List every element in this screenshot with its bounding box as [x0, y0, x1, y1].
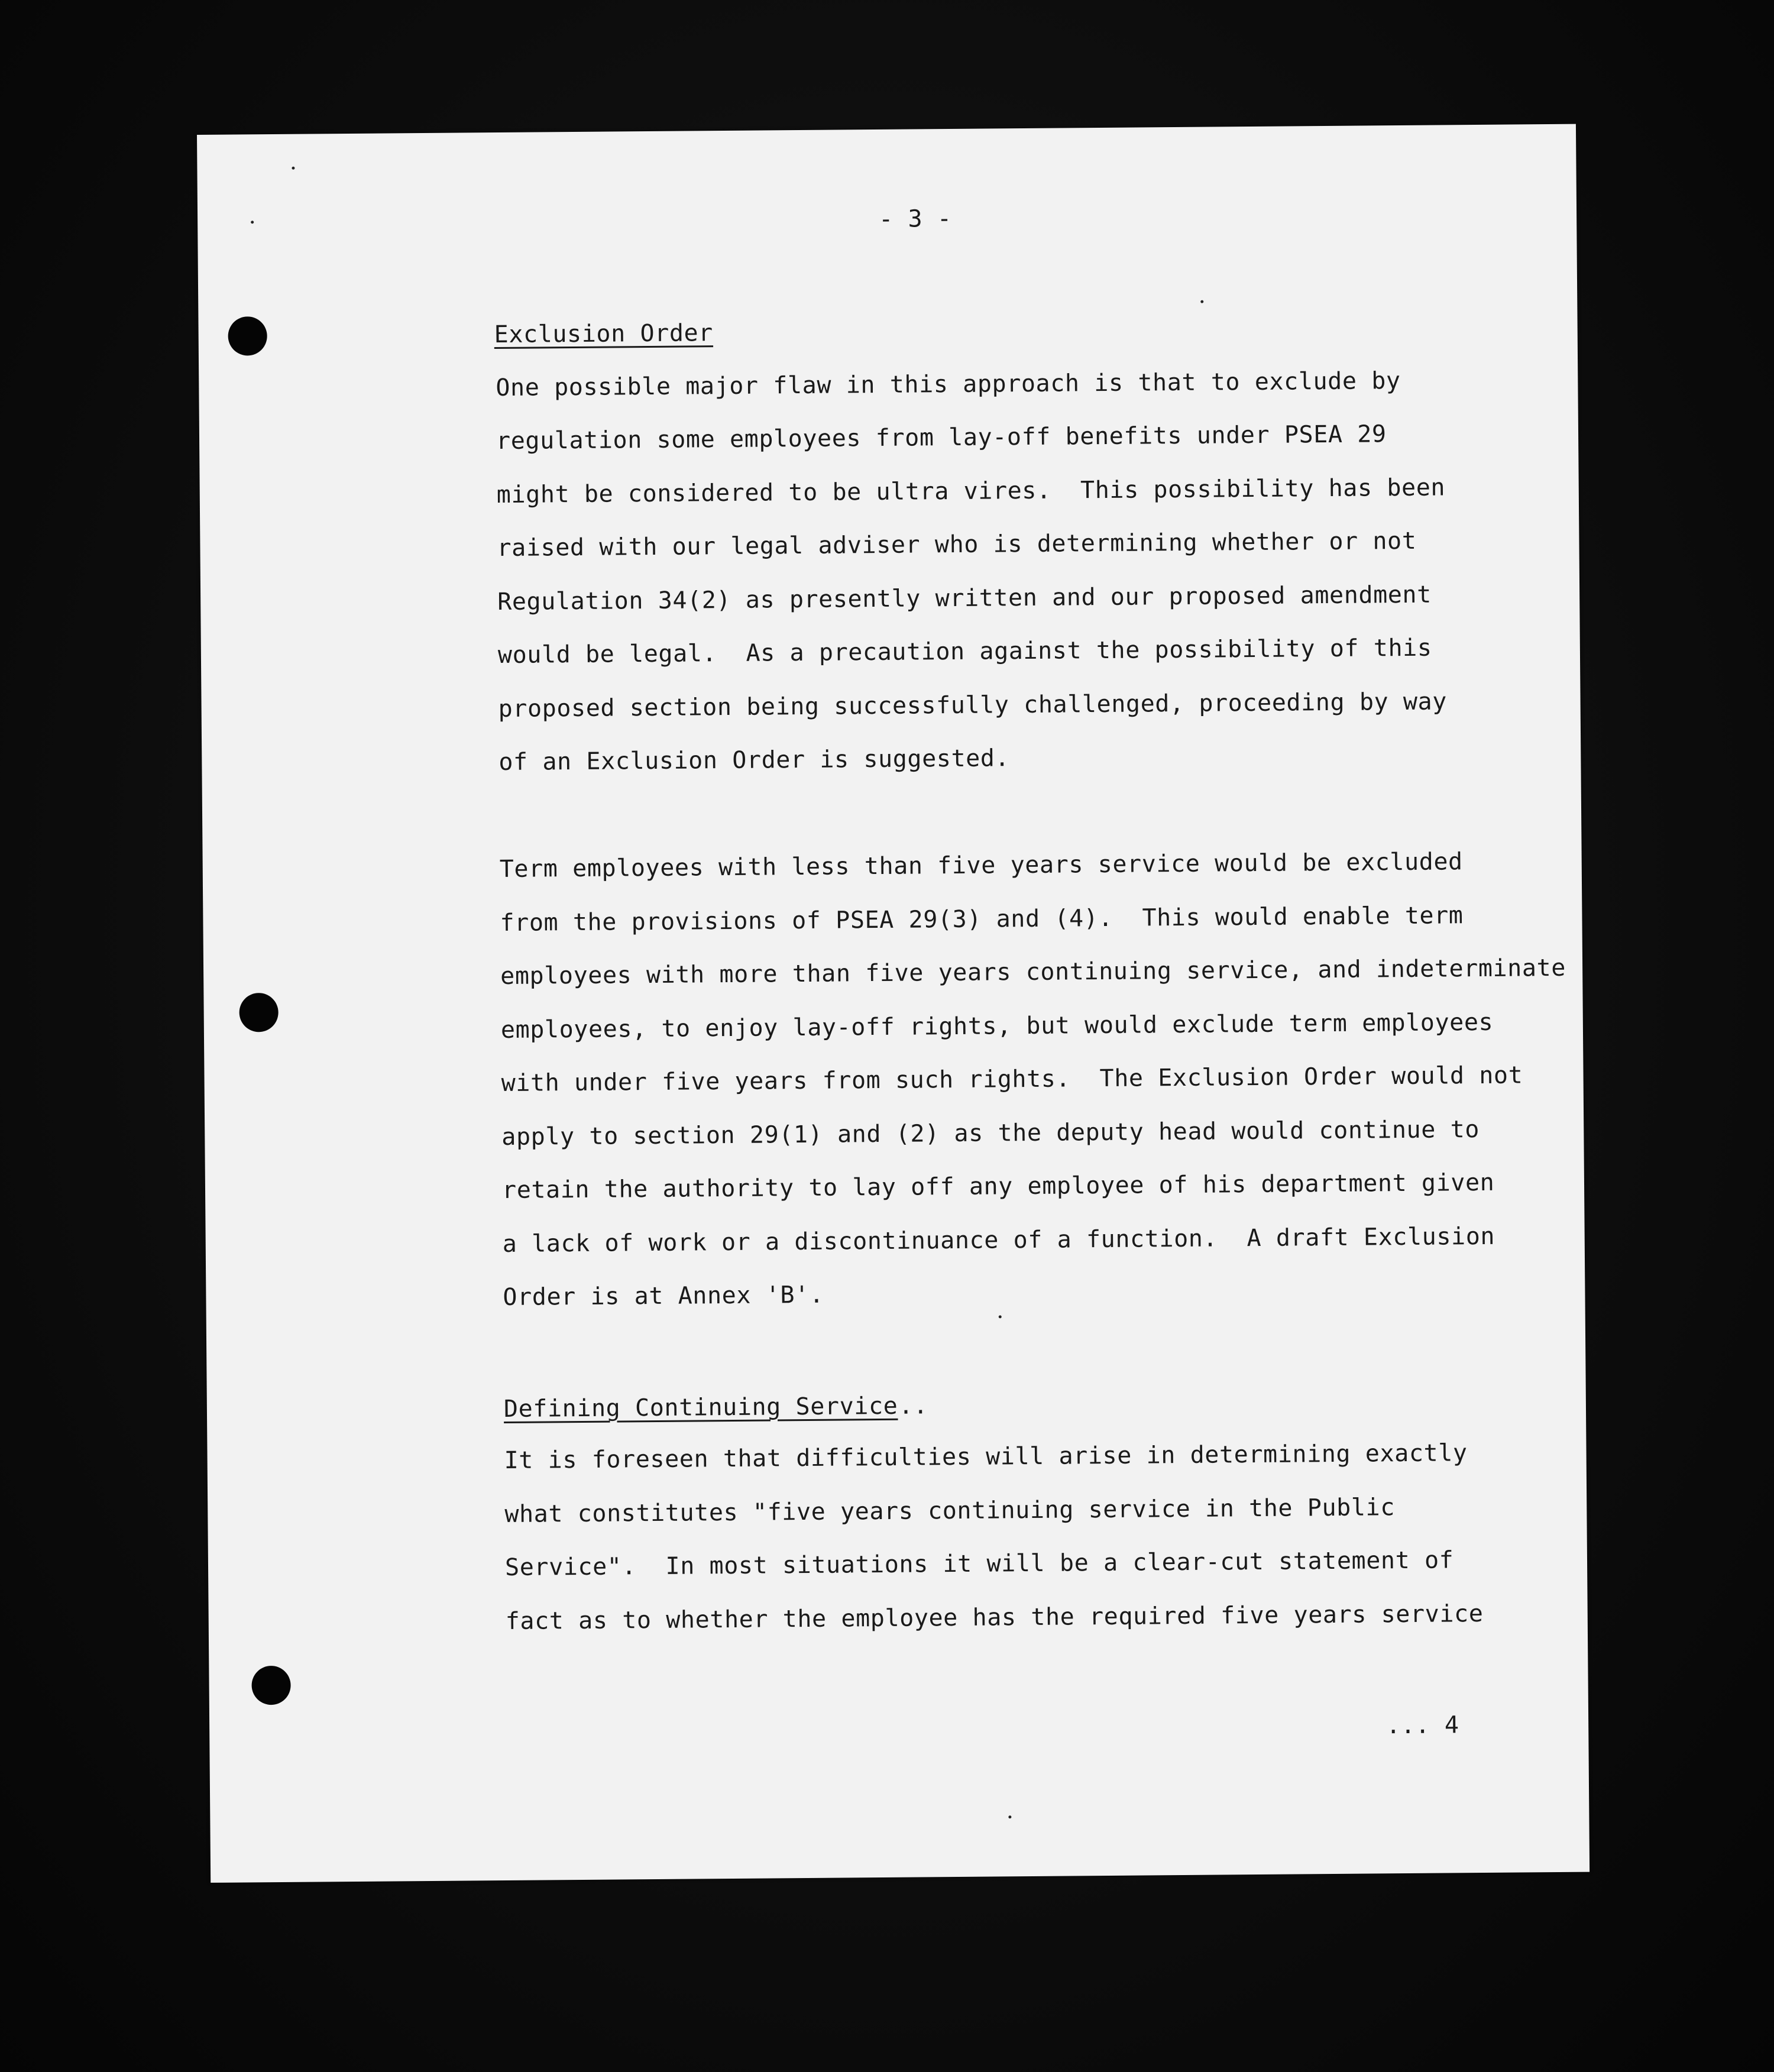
- paragraph-line: a lack of work or a discontinuance of a function. A draft Exclusion: [502, 1222, 1495, 1258]
- paragraph-line: regulation some employees from lay-off benefits under PSEA 29: [496, 420, 1387, 455]
- paragraph-line: fact as to whether the employee has the required five years service: [505, 1600, 1484, 1635]
- paragraph-line: employees, to enjoy lay-off rights, but would exclude term employees: [500, 1008, 1494, 1044]
- punch-hole-bottom: [251, 1666, 291, 1705]
- paragraph-line: Service". In most situations it will be a clear-cut statement of: [504, 1546, 1454, 1581]
- speck: [1200, 300, 1203, 303]
- paragraph-line: with under five years from such rights. The Exclusion Order would not: [501, 1061, 1523, 1097]
- punch-hole-top: [228, 316, 267, 356]
- paragraph-line: would be legal. As a precaution against the possibility of this: [497, 634, 1432, 669]
- paragraph-line: of an Exclusion Order is suggested.: [498, 744, 1010, 776]
- page-number: - 3 -: [878, 205, 952, 233]
- paragraph-line: from the provisions of PSEA 29(3) and (4). This would enable term: [500, 902, 1464, 937]
- speck: [1008, 1815, 1011, 1818]
- paragraph-line: raised with our legal adviser who is determining whether or not: [497, 527, 1417, 562]
- section-heading-defining-continuing-service: Defining Continuing Service: [503, 1392, 898, 1423]
- speck: [292, 167, 294, 170]
- paragraph-line: Regulation 34(2) as presently written and our proposed amendment: [497, 581, 1432, 616]
- heading-trailing-dots: ..: [898, 1392, 928, 1420]
- speck: [251, 221, 254, 224]
- paragraph-line: retain the authority to lay off any employee of his department given: [501, 1168, 1495, 1205]
- paragraph-line: One possible major flaw in this approach is that to exclude by: [496, 367, 1401, 402]
- paragraph-line: employees with more than five years continuing service, and indeterminate: [500, 954, 1566, 990]
- paragraph-line: Term employees with less than five years service would be excluded: [499, 848, 1463, 883]
- paragraph-line: what constitutes "five years continuing service in the Public: [504, 1494, 1396, 1528]
- speck: [999, 1315, 1002, 1318]
- punch-hole-middle: [239, 993, 279, 1032]
- continuation-marker: ... 4: [1386, 1711, 1459, 1740]
- paragraph-line: It is foreseen that difficulties will arise in determining exactly: [504, 1439, 1468, 1474]
- paragraph-line: might be considered to be ultra vires. This possibility has been: [496, 474, 1446, 509]
- section-heading-exclusion-order: Exclusion Order: [494, 319, 714, 349]
- document-page: [197, 124, 1590, 1883]
- paragraph-line: apply to section 29(1) and (2) as the deputy head would continue to: [501, 1116, 1480, 1151]
- paragraph-line: proposed section being successfully challenged, proceeding by way: [498, 688, 1448, 723]
- paragraph-line: Order is at Annex 'B'.: [503, 1281, 824, 1311]
